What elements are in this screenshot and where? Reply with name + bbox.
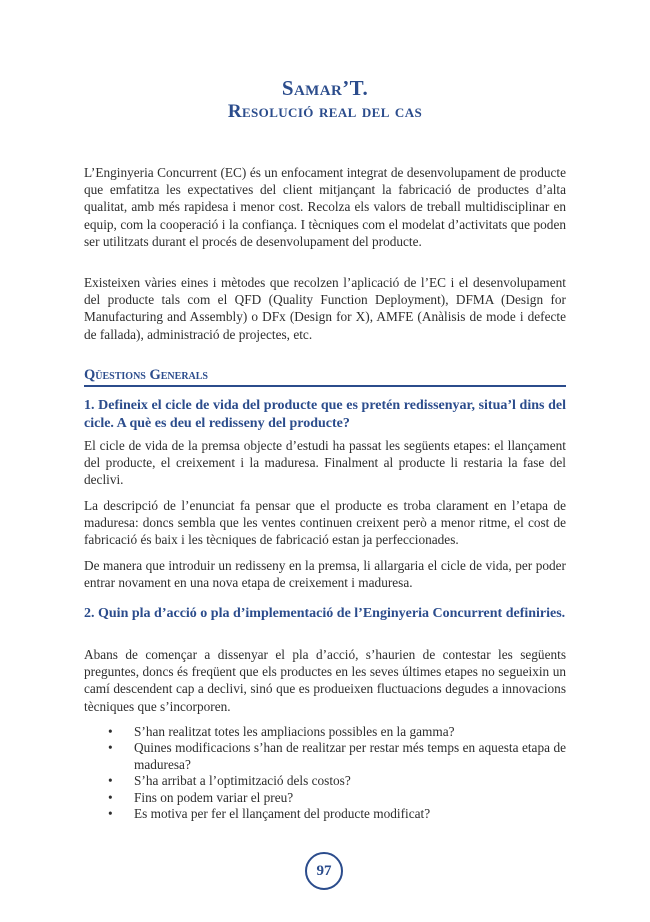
bullet-icon: • — [108, 740, 113, 756]
section-heading: Qüestions Generals — [84, 367, 566, 387]
list-item-text: Fins on podem variar el preu? — [134, 789, 294, 805]
bullet-icon: • — [108, 806, 113, 822]
question-1-answer-2: La descripció de l’enunciat fa pensar que el producte es troba clarament en l’etapa de maduresa: doncs sembla que les ventes continuen creixent però a menor ritme, el cost de fabricació és baix i les tècniques de fabricació estan ja perfeccionades. — [84, 498, 566, 548]
list-item — [106, 740, 566, 773]
bullet-list — [106, 724, 566, 822]
bullet-icon: • — [108, 773, 113, 789]
page-number-badge: 97 — [305, 852, 343, 890]
list-item-text: S’han realitzat totes les ampliacions possibles en la gamma? — [134, 724, 455, 739]
question-1: 1. Defineix el cicle de vida del producte que es pretén redissenyar, situa’l dins del cicle. A què es deu el redisseny del producte? — [84, 398, 566, 431]
list-item-text: Es motiva per fer el llançament del producte modificat? — [134, 806, 431, 822]
bullet-icon: • — [108, 789, 113, 805]
intro-paragraph-1: L’Enginyeria Concurrent (EC) és un enfocament integrat de desenvolupament de producte que emfatitza les expectatives del client mitjançant la fabricació de productes d’alta qualitat, amb més rapidesa i menor cost. Recolza els valors de treball multidisciplinar en equip, com la cooperació i la confiança. I tècniques com el modelat d’activitats que poden ser utilitzats durant el procés de desenvolupament del producte. — [84, 165, 566, 249]
list-item — [106, 790, 566, 806]
question-2-answer: Abans de començar a dissenyar el pla d’acció, s’haurien de contestar les següents preguntes, doncs és freqüent que els productes en les seves últimes etapes no segueixin un camí descendent cap a declivi, sinó que es produeixen fluctuacions degudes a innovacions tècniques que s’incorporen. — [84, 647, 566, 714]
list-item-text: Quines modificacions s’han de realitzar per restar més temps en aquesta etapa de maduresa? — [134, 740, 566, 772]
page-subtitle: Resolució real del cas — [227, 101, 423, 122]
question-1-answer-1: El cicle de vida de la premsa objecte d’estudi ha passat les següents etapes: el llançament del producte, el creixement i la maduresa. Finalment al producte li restaria la fase del declivi. — [84, 438, 566, 488]
page-title: Samar’T. — [281, 76, 369, 100]
bullet-icon: • — [108, 724, 113, 739]
list-item — [106, 724, 566, 740]
question-2: 2. Quin pla d’acció o pla d’implementació de l’Enginyeria Concurrent definiries. — [84, 606, 566, 621]
question-1-answer-3: De manera que introduir un redisseny en la premsa, li allargaria el cicle de vida, per poder entrar novament en una nova etapa de creixement i maduresa. — [84, 558, 566, 591]
list-item — [106, 806, 566, 822]
list-item-text: S’ha arribat a l’optimització dels costos? — [134, 773, 351, 789]
intro-paragraph-2: Existeixen vàries eines i mètodes que recolzen l’aplicació de l’EC i el desenvolupament del producte tals com el QFD (Quality Function Deployment), DFMA (Design for Manufacturing and Assembly) o DFx (Design for X), AMFE (Anàlisis de mode i defecte de fallada), administració de projectes, etc. — [84, 275, 566, 342]
list-item — [106, 773, 566, 789]
